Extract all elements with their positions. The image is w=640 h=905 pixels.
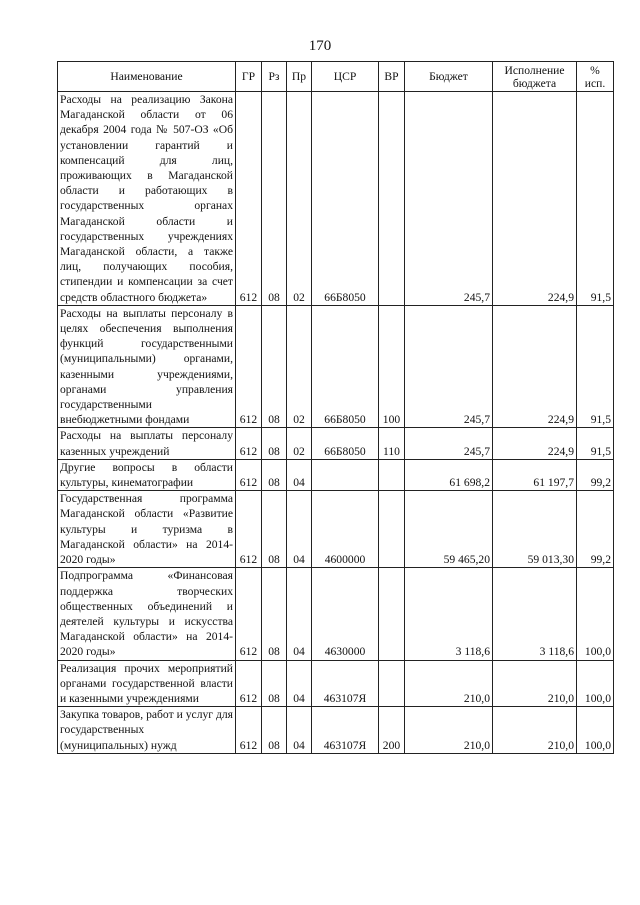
row-csr: 66Б8050 bbox=[312, 305, 379, 428]
table-row bbox=[58, 428, 614, 459]
row-vr bbox=[379, 92, 405, 306]
row-execution: 210,0 bbox=[493, 707, 577, 754]
row-execution: 210,0 bbox=[493, 660, 577, 707]
row-pr: 02 bbox=[287, 305, 312, 428]
row-execution: 224,9 bbox=[493, 305, 577, 428]
row-name: Закупка товаров, работ и услуг для государственных (муниципальных) нужд bbox=[58, 707, 236, 754]
row-rz: 08 bbox=[262, 428, 287, 459]
row-percent: 100,0 bbox=[577, 660, 614, 707]
row-name: Государственная программа Магаданской области «Развитие культуры и туризма в Магаданской области» на 2014-2020 годы» bbox=[58, 491, 236, 568]
row-gr: 612 bbox=[236, 568, 262, 660]
row-vr: 200 bbox=[379, 707, 405, 754]
row-pr: 04 bbox=[287, 491, 312, 568]
table-row bbox=[58, 660, 614, 707]
row-name: Расходы на выплаты персоналу казенных учреждений bbox=[58, 428, 236, 459]
row-budget: 245,7 bbox=[405, 305, 493, 428]
column-header-rz: Рз bbox=[262, 62, 287, 92]
row-percent: 100,0 bbox=[577, 568, 614, 660]
row-pr: 04 bbox=[287, 707, 312, 754]
row-budget: 3 118,6 bbox=[405, 568, 493, 660]
table-row bbox=[58, 491, 614, 568]
row-gr: 612 bbox=[236, 707, 262, 754]
row-execution: 61 197,7 bbox=[493, 459, 577, 490]
row-percent: 100,0 bbox=[577, 707, 614, 754]
row-vr: 100 bbox=[379, 305, 405, 428]
column-header-csr: ЦСР bbox=[312, 62, 379, 92]
row-budget: 245,7 bbox=[405, 92, 493, 306]
row-gr: 612 bbox=[236, 305, 262, 428]
row-pr: 04 bbox=[287, 660, 312, 707]
row-name: Другие вопросы в области культуры, кинематографии bbox=[58, 459, 236, 490]
row-name: Расходы на выплаты персоналу в целях обеспечения выполнения функций государственными (муниципальными) органами, казенными учреждениями, органами управления государственными внебюджетными фондами bbox=[58, 305, 236, 428]
row-pr: 04 bbox=[287, 568, 312, 660]
row-rz: 08 bbox=[262, 568, 287, 660]
column-header-name: Наименование bbox=[58, 62, 236, 92]
row-execution: 224,9 bbox=[493, 428, 577, 459]
row-pr: 02 bbox=[287, 428, 312, 459]
row-budget: 61 698,2 bbox=[405, 459, 493, 490]
row-execution: 59 013,30 bbox=[493, 491, 577, 568]
column-header-percent: % исп. bbox=[577, 62, 614, 92]
row-percent: 91,5 bbox=[577, 92, 614, 306]
row-percent: 99,2 bbox=[577, 459, 614, 490]
row-percent: 91,5 bbox=[577, 305, 614, 428]
row-percent: 91,5 bbox=[577, 428, 614, 459]
row-gr: 612 bbox=[236, 92, 262, 306]
row-csr: 463107Я bbox=[312, 660, 379, 707]
row-csr: 463107Я bbox=[312, 707, 379, 754]
row-percent: 99,2 bbox=[577, 491, 614, 568]
row-budget: 59 465,20 bbox=[405, 491, 493, 568]
row-rz: 08 bbox=[262, 491, 287, 568]
row-csr: 66Б8050 bbox=[312, 428, 379, 459]
table-row bbox=[58, 707, 614, 754]
table-row bbox=[58, 305, 614, 428]
row-pr: 02 bbox=[287, 92, 312, 306]
row-gr: 612 bbox=[236, 660, 262, 707]
row-csr: 4630000 bbox=[312, 568, 379, 660]
row-gr: 612 bbox=[236, 459, 262, 490]
row-name: Расходы на реализацию Закона Магаданской области от 06 декабря 2004 года № 507-ОЗ «Об установлении гарантий и компенсаций для лиц, проживающих в Магаданской области и работающих в государственных органах Магаданской области и государственных учреждениях Магаданской области, а также лиц, получающих пособия, стипендии и компенсации за счет средств областного бюджета» bbox=[58, 92, 236, 306]
column-header-budget: Бюджет bbox=[405, 62, 493, 92]
column-header-execution: Исполнение бюджета bbox=[493, 62, 577, 92]
row-rz: 08 bbox=[262, 92, 287, 306]
row-execution: 224,9 bbox=[493, 92, 577, 306]
page-number: 170 bbox=[308, 38, 332, 54]
row-vr bbox=[379, 568, 405, 660]
row-rz: 08 bbox=[262, 305, 287, 428]
row-vr bbox=[379, 491, 405, 568]
table-row bbox=[58, 92, 614, 306]
row-budget: 245,7 bbox=[405, 428, 493, 459]
row-budget: 210,0 bbox=[405, 707, 493, 754]
row-name: Реализация прочих мероприятий органами государственной власти и казенными учреждениями bbox=[58, 660, 236, 707]
row-csr bbox=[312, 459, 379, 490]
row-name: Подпрограмма «Финансовая поддержка творческих общественных объединений и деятелей культуры и искусства Магаданской области» на 2014-2020 годы» bbox=[58, 568, 236, 660]
row-gr: 612 bbox=[236, 428, 262, 459]
row-rz: 08 bbox=[262, 707, 287, 754]
row-vr bbox=[379, 459, 405, 490]
row-csr: 4600000 bbox=[312, 491, 379, 568]
header-row bbox=[58, 62, 614, 92]
table-row bbox=[58, 568, 614, 660]
row-vr: 110 bbox=[379, 428, 405, 459]
row-execution: 3 118,6 bbox=[493, 568, 577, 660]
column-header-gr: ГР bbox=[236, 62, 262, 92]
row-csr: 66Б8050 bbox=[312, 92, 379, 306]
row-pr: 04 bbox=[287, 459, 312, 490]
column-header-pr: Пр bbox=[287, 62, 312, 92]
row-budget: 210,0 bbox=[405, 660, 493, 707]
table-row bbox=[58, 459, 614, 490]
column-header-vr: ВР bbox=[379, 62, 405, 92]
row-rz: 08 bbox=[262, 459, 287, 490]
row-vr bbox=[379, 660, 405, 707]
budget-table bbox=[57, 61, 614, 754]
row-gr: 612 bbox=[236, 491, 262, 568]
row-rz: 08 bbox=[262, 660, 287, 707]
